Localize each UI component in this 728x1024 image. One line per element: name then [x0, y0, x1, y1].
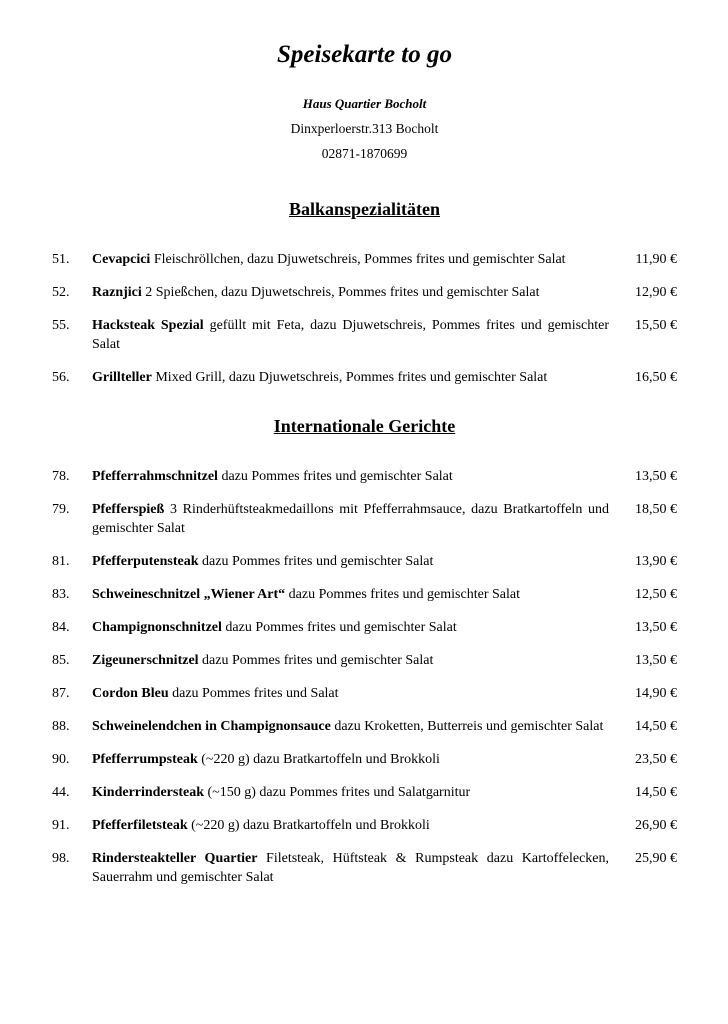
page-title: Speisekarte to go [277, 41, 452, 68]
menu-item [52, 651, 677, 670]
item-number: 84. [52, 620, 70, 635]
item-text [92, 783, 621, 802]
item-name: Champignonschnitzel [92, 620, 222, 635]
item-name: Pfefferputensteak [92, 554, 199, 569]
item-description: Mixed Grill, dazu Djuwetschreis, Pommes frites und gemischter Salat [151, 370, 548, 385]
item-name: Cordon Bleu [92, 686, 169, 701]
item-number: 79. [52, 502, 70, 517]
item-number: 51. [52, 252, 70, 267]
item-price: 12,50 € [635, 587, 677, 602]
menu-item [52, 750, 677, 769]
venue-address: Dinxperloerstr.313 Bocholt [290, 121, 439, 136]
item-description: dazu Pommes frites und gemischter Salat [285, 587, 520, 602]
item-number: 55. [52, 318, 70, 333]
item-text [92, 750, 621, 769]
item-price: 13,50 € [635, 469, 677, 484]
menu-section-balkan [52, 198, 677, 387]
item-price: 14,50 € [635, 719, 677, 734]
item-price: 18,50 € [635, 502, 677, 517]
item-description: 3 Rinderhüftsteakmedaillons mit Pfefferrahmsauce, dazu Bratkartoffeln und gemischter Salat [92, 502, 609, 536]
item-text [92, 717, 621, 736]
item-description: dazu Pommes frites und Salat [168, 686, 339, 701]
item-number: 44. [52, 785, 70, 800]
item-price: 16,50 € [635, 370, 677, 385]
menu-item [52, 618, 677, 637]
item-text [92, 500, 621, 538]
venue-name: Haus Quartier Bocholt [302, 96, 427, 111]
menu-item [52, 250, 677, 269]
item-number: 81. [52, 554, 70, 569]
item-text [92, 250, 621, 269]
item-name: Pfefferrahmschnitzel [92, 469, 218, 484]
item-description: dazu Pommes frites und gemischter Salat [217, 469, 453, 484]
item-price: 25,90 € [635, 851, 677, 866]
item-description: dazu Kroketten, Butterreis und gemischter Salat [330, 719, 604, 734]
item-price: 23,50 € [635, 752, 677, 767]
section-items [52, 250, 677, 387]
item-description: (~150 g) dazu Pommes frites und Salatgarnitur [204, 785, 471, 800]
menu-item [52, 816, 677, 835]
item-text [92, 467, 621, 486]
section-items [52, 467, 677, 887]
item-price: 13,50 € [635, 653, 677, 668]
item-name: Pfefferfiletsteak [92, 818, 188, 833]
item-number: 83. [52, 587, 70, 602]
item-description: Fleischröllchen, dazu Djuwetschreis, Pommes frites und gemischter Salat [150, 252, 566, 267]
item-number: 88. [52, 719, 70, 734]
item-text [92, 283, 621, 302]
item-name: Pfefferspieß [92, 502, 165, 517]
item-description: gefüllt mit Feta, dazu Djuwetschreis, Pommes frites und gemischter Salat [92, 318, 610, 352]
item-text [92, 651, 621, 670]
item-price: 12,90 € [635, 285, 677, 300]
item-text [92, 552, 621, 571]
menu-item [52, 500, 677, 538]
item-name: Grillteller [92, 370, 152, 385]
menu-item [52, 283, 677, 302]
item-description: (~220 g) dazu Bratkartoffeln und Brokkoli [187, 818, 430, 833]
item-number: 91. [52, 818, 70, 833]
section-title: Balkanspezialitäten [288, 199, 440, 219]
item-number: 90. [52, 752, 70, 767]
menu-section-international [52, 415, 677, 887]
item-price: 15,50 € [635, 318, 677, 333]
item-text [92, 368, 621, 387]
item-price: 11,90 € [635, 252, 677, 267]
venue-phone: 02871-1870699 [321, 146, 408, 161]
item-description: dazu Pommes frites und gemischter Salat [221, 620, 457, 635]
item-number: 56. [52, 370, 70, 385]
item-name: Pfefferrumpsteak [92, 752, 198, 767]
item-name: Cevapcici [92, 252, 151, 267]
item-description: dazu Pommes frites und gemischter Salat [198, 554, 434, 569]
menu-item [52, 467, 677, 486]
item-text [92, 585, 621, 604]
item-name: Zigeunerschnitzel [92, 653, 199, 668]
item-number: 98. [52, 851, 70, 866]
item-price: 14,50 € [635, 785, 677, 800]
item-text [92, 618, 621, 637]
item-text [92, 316, 621, 354]
item-price: 26,90 € [635, 818, 677, 833]
item-name: Schweineschnitzel „Wiener Art“ [92, 587, 286, 602]
item-name: Kinderrindersteak [92, 785, 204, 800]
section-title: Internationale Gerichte [273, 416, 456, 436]
item-number: 87. [52, 686, 70, 701]
item-name: Rindersteakteller Quartier [92, 851, 258, 866]
item-number: 85. [52, 653, 70, 668]
item-number: 78. [52, 469, 70, 484]
item-description: (~220 g) dazu Bratkartoffeln und Brokkoli [197, 752, 440, 767]
item-description: Filetsteak, Hüftsteak & Rumpsteak dazu Kartoffelecken, Sauerrahm und gemischter Salat [92, 851, 609, 885]
menu-item [52, 783, 677, 802]
item-price: 14,90 € [635, 686, 677, 701]
item-price: 13,50 € [635, 620, 677, 635]
item-text [92, 816, 621, 835]
item-price: 13,90 € [635, 554, 677, 569]
menu-item [52, 849, 677, 887]
item-name: Hacksteak Spezial [92, 318, 204, 333]
item-name: Raznjici [92, 285, 142, 300]
item-name: Schweinelendchen in Champignonsauce [92, 719, 331, 734]
item-text [92, 684, 621, 703]
item-description: dazu Pommes frites und gemischter Salat [198, 653, 434, 668]
menu-item [52, 316, 677, 354]
menu-item [52, 585, 677, 604]
menu-item [52, 684, 677, 703]
menu-item [52, 717, 677, 736]
item-number: 52. [52, 285, 70, 300]
menu-item [52, 552, 677, 571]
item-description: 2 Spießchen, dazu Djuwetschreis, Pommes frites und gemischter Salat [141, 285, 540, 300]
item-text [92, 849, 621, 887]
menu-item [52, 368, 677, 387]
